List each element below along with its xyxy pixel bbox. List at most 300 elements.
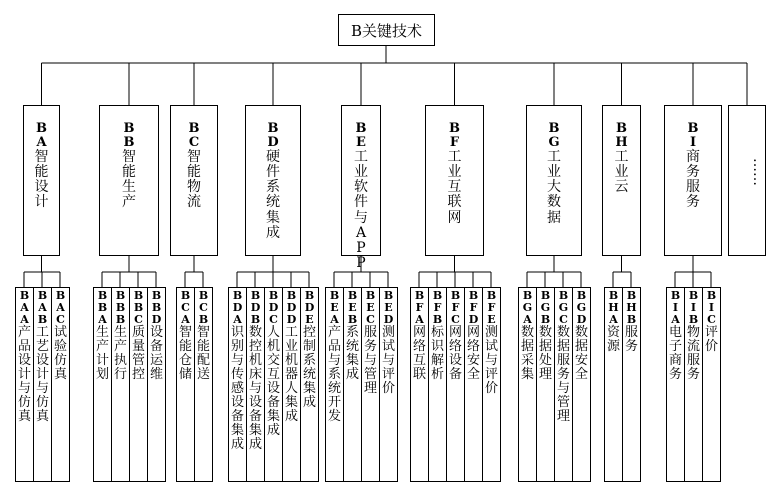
label-char: 务 xyxy=(363,338,377,354)
leaf-bbd xyxy=(147,287,166,482)
category-bf xyxy=(425,105,484,256)
label-char: 集 xyxy=(345,352,359,368)
label-char: 储 xyxy=(178,366,192,382)
node-code xyxy=(342,122,380,150)
category-bg xyxy=(526,105,582,256)
leaf-bic xyxy=(702,287,721,482)
code-char: B xyxy=(232,289,243,302)
label-char: 务 xyxy=(686,164,700,181)
node-code xyxy=(623,290,640,326)
code-char: I xyxy=(672,300,679,314)
label-char: 仿 xyxy=(17,394,31,410)
label-char: 设 xyxy=(266,380,280,396)
code-char: B xyxy=(151,300,162,314)
node-code xyxy=(465,290,482,326)
node-code xyxy=(362,290,379,326)
label-char: 成 xyxy=(230,436,244,452)
code-char: H xyxy=(626,300,637,314)
code-char: B xyxy=(55,289,66,302)
label-char: 仿 xyxy=(53,352,67,368)
label-char: 备 xyxy=(230,408,244,424)
label-char: 行 xyxy=(113,366,127,382)
code-char: B xyxy=(329,289,340,302)
label-char: 质 xyxy=(131,324,145,340)
label-char: 服 xyxy=(556,352,570,368)
code-char: E xyxy=(330,300,339,314)
label-char: 发 xyxy=(327,408,341,424)
code-char: D xyxy=(286,300,297,314)
leaf-baa xyxy=(15,287,34,482)
label-char: 试 xyxy=(53,324,67,340)
label-char: 交 xyxy=(266,352,280,368)
label-char: 成 xyxy=(302,394,316,410)
label-char: 仓 xyxy=(178,352,192,368)
code-char: G xyxy=(548,135,560,151)
code-char: B xyxy=(347,289,358,302)
code-char: B xyxy=(687,121,699,136)
label-char: 电 xyxy=(668,324,682,340)
code-char: B xyxy=(198,312,209,326)
code-char: D xyxy=(383,312,394,326)
node-code xyxy=(537,290,554,326)
label-char: 与 xyxy=(35,380,49,396)
leaf-bbb xyxy=(111,287,130,482)
code-char: B xyxy=(37,312,48,326)
label-char: 据 xyxy=(538,338,552,354)
label-char: 备 xyxy=(149,338,163,354)
code-char: B xyxy=(180,289,191,302)
label-char: 开 xyxy=(327,394,341,410)
code-char: A xyxy=(20,312,29,326)
label-char: 商 xyxy=(668,352,682,368)
label-char: 理 xyxy=(363,380,377,396)
code-char: D xyxy=(286,312,297,326)
label-char: 业 xyxy=(614,164,629,181)
label-char: 智 xyxy=(122,149,136,166)
label-char: 业 xyxy=(284,338,298,354)
node-code xyxy=(426,122,483,150)
label-char: 品 xyxy=(17,338,31,354)
label-char: 测 xyxy=(484,324,498,340)
code-char: G xyxy=(522,300,533,314)
node-code xyxy=(52,290,69,326)
label-char: 联 xyxy=(447,194,462,211)
label-char: 价 xyxy=(704,338,718,354)
label-char: 能 xyxy=(122,164,136,181)
label-char: 控 xyxy=(131,366,145,382)
label-char: 管 xyxy=(131,352,145,368)
code-char: B xyxy=(540,312,551,326)
code-char: A xyxy=(20,300,29,314)
code-char: B xyxy=(432,289,443,302)
label-char: 服 xyxy=(363,324,377,340)
node-code xyxy=(247,290,264,326)
label-char: 与 xyxy=(484,352,498,368)
code-char: C xyxy=(199,300,208,314)
code-char: B xyxy=(365,289,376,302)
code-char: I xyxy=(690,300,697,314)
node-code xyxy=(703,290,720,326)
code-char: B xyxy=(97,300,108,314)
label-char: 流 xyxy=(686,338,700,354)
category-ba xyxy=(23,105,60,256)
label-char: 网 xyxy=(447,209,462,226)
label-char: 集 xyxy=(284,394,298,410)
label-char: 智 xyxy=(187,149,201,166)
label-char: 服 xyxy=(686,179,700,196)
label-char: 设 xyxy=(17,352,31,368)
code-char: E xyxy=(366,300,375,314)
label-char: 据 xyxy=(556,338,570,354)
code-char: E xyxy=(348,300,357,314)
category-bc xyxy=(170,105,218,256)
label-char: 管 xyxy=(556,394,570,410)
code-char: F xyxy=(449,135,460,151)
label-char: 子 xyxy=(668,338,682,354)
label-char: 全 xyxy=(574,366,588,382)
code-char: D xyxy=(232,300,243,314)
code-char: B xyxy=(540,289,551,302)
code-char: B xyxy=(486,289,497,302)
label-char: 成 xyxy=(248,436,262,452)
label-char: 机 xyxy=(284,352,298,368)
leaf-bia xyxy=(666,287,685,482)
code-char: B xyxy=(97,289,108,302)
node-code xyxy=(94,290,111,326)
leaf-bib xyxy=(684,287,703,482)
label-char: 件 xyxy=(266,164,280,181)
label-char: 生 xyxy=(113,324,127,340)
label-char: 与 xyxy=(556,380,570,396)
label-char: 解 xyxy=(430,352,444,368)
label-char: 系 xyxy=(327,366,341,382)
label-char: 据 xyxy=(574,338,588,354)
label-char: 产 xyxy=(17,324,31,340)
code-char: D xyxy=(267,135,279,151)
node-code xyxy=(100,122,158,150)
code-char: C xyxy=(269,312,278,326)
code-char: B xyxy=(268,289,279,302)
code-char: E xyxy=(384,300,393,314)
node-code xyxy=(667,290,684,326)
code-char: F xyxy=(451,300,460,314)
label-char: 工 xyxy=(284,324,298,340)
code-char: A xyxy=(98,312,107,326)
leaf-bhb xyxy=(622,287,641,482)
label-char: 集 xyxy=(230,422,244,438)
label-char: 工 xyxy=(354,149,368,166)
code-char: B xyxy=(133,289,144,302)
leaf-bfe xyxy=(482,287,501,482)
code-char: B xyxy=(267,121,279,136)
code-char: C xyxy=(559,312,568,326)
label-char: 备 xyxy=(266,394,280,410)
code-char: C xyxy=(188,135,200,151)
label-char: 数 xyxy=(248,324,262,340)
leaf-bca xyxy=(176,287,195,482)
node-code xyxy=(195,290,212,326)
label-char: 大 xyxy=(547,179,561,196)
label-char: 集 xyxy=(520,366,534,382)
label-char: 集 xyxy=(266,209,280,226)
label-char: 能 xyxy=(196,338,210,354)
code-char: B xyxy=(151,289,162,302)
label-char: 真 xyxy=(17,408,31,424)
code-char: A xyxy=(609,312,618,326)
node-code xyxy=(229,290,246,326)
label-char: 配 xyxy=(196,352,210,368)
label-char: 设 xyxy=(230,394,244,410)
label-char: 生 xyxy=(122,179,136,196)
code-char: D xyxy=(576,312,587,326)
node-code xyxy=(483,290,500,326)
label-char: 据 xyxy=(547,209,561,226)
node-code xyxy=(429,290,446,326)
node-code xyxy=(447,290,464,326)
label-char: 成 xyxy=(266,422,280,438)
label-char: 成 xyxy=(266,224,280,241)
label-char: 计 xyxy=(34,194,49,211)
ellipsis-label: …… xyxy=(750,158,766,186)
leaf-bba xyxy=(93,287,112,482)
label-char: 与 xyxy=(363,352,377,368)
category-more xyxy=(728,105,766,256)
node-code xyxy=(326,290,343,326)
label-char: 运 xyxy=(149,352,163,368)
label-char: 产 xyxy=(95,338,109,354)
category-bh xyxy=(602,105,641,256)
label-char: 价 xyxy=(381,380,395,396)
code-char: B xyxy=(449,121,460,136)
node-code xyxy=(605,290,622,326)
label-char: 器 xyxy=(284,366,298,382)
node-code xyxy=(380,290,397,326)
label-char: 艺 xyxy=(35,338,49,354)
label-char: 集 xyxy=(302,380,316,396)
label-char: 计 xyxy=(17,366,31,382)
node-code xyxy=(130,290,147,326)
code-char: C xyxy=(707,312,716,326)
leaf-bgd xyxy=(572,287,591,482)
label-char: 机 xyxy=(266,338,280,354)
label-char: 设 xyxy=(448,352,462,368)
label-char: 硬 xyxy=(266,149,280,166)
label-char: 真 xyxy=(35,408,49,424)
label-char: A xyxy=(355,224,367,241)
label-char: 成 xyxy=(284,408,298,424)
label-char: 务 xyxy=(686,366,700,382)
label-char: 设 xyxy=(35,352,49,368)
code-char: D xyxy=(468,312,479,326)
label-char: 网 xyxy=(412,324,426,340)
code-char: D xyxy=(151,312,162,326)
label-char: 验 xyxy=(53,338,67,354)
label-char: 互 xyxy=(412,352,426,368)
label-char: 互 xyxy=(266,366,280,382)
label-char: 价 xyxy=(484,380,498,396)
label-char: 件 xyxy=(354,194,368,211)
leaf-bfd xyxy=(464,287,483,482)
leaf-bac xyxy=(51,287,70,482)
label-char: P xyxy=(356,254,366,271)
label-char: 理 xyxy=(538,366,552,382)
code-char: B xyxy=(383,289,394,302)
label-char: 仿 xyxy=(35,394,49,410)
label-char: 据 xyxy=(520,338,534,354)
leaf-bda xyxy=(228,287,247,482)
label-char: 安 xyxy=(574,352,588,368)
code-char: B xyxy=(626,289,637,302)
node-code xyxy=(112,290,129,326)
label-char: 业 xyxy=(547,164,561,181)
leaf-bcb xyxy=(194,287,213,482)
code-char: B xyxy=(414,289,425,302)
label-char: 统 xyxy=(266,194,280,211)
leaf-bgb xyxy=(536,287,555,482)
label-char: 送 xyxy=(196,366,210,382)
label-char: 智 xyxy=(34,149,49,166)
label-char: 数 xyxy=(556,324,570,340)
leaf-bha xyxy=(604,287,623,482)
node-code xyxy=(34,290,51,326)
label-char: 感 xyxy=(230,380,244,396)
label-char: 网 xyxy=(448,324,462,340)
leaf-bfa xyxy=(410,287,429,482)
label-char: 流 xyxy=(187,194,201,211)
code-char: B xyxy=(608,289,619,302)
node-code xyxy=(344,290,361,326)
code-char: B xyxy=(123,135,135,151)
code-char: G xyxy=(558,300,569,314)
code-char: B xyxy=(616,121,627,136)
label-char: 全 xyxy=(466,366,480,382)
code-char: B xyxy=(304,289,315,302)
label-char: 真 xyxy=(53,366,67,382)
label-char: 采 xyxy=(520,352,534,368)
code-char: B xyxy=(522,289,533,302)
code-char: C xyxy=(181,300,190,314)
code-char: B xyxy=(123,121,135,136)
node-code xyxy=(555,290,572,326)
code-char: F xyxy=(433,300,442,314)
label-char: 数 xyxy=(574,324,588,340)
code-char: A xyxy=(56,300,65,314)
leaf-bfb xyxy=(428,287,447,482)
label-char: 产 xyxy=(122,194,136,211)
label-char: 物 xyxy=(686,324,700,340)
label-char: 能 xyxy=(187,164,201,181)
label-char: 试 xyxy=(484,338,498,354)
code-char: A xyxy=(233,312,242,326)
label-char: 工 xyxy=(35,324,49,340)
label-char: 工 xyxy=(447,149,462,166)
label-char: 床 xyxy=(248,366,262,382)
label-char: 务 xyxy=(686,194,700,211)
label-char: 计 xyxy=(35,366,49,382)
code-char: F xyxy=(415,300,424,314)
label-char: 工 xyxy=(614,149,629,166)
code-char: F xyxy=(487,300,496,314)
label-char: 务 xyxy=(556,366,570,382)
code-char: B xyxy=(558,289,569,302)
leaf-bed xyxy=(379,287,398,482)
node-code xyxy=(573,290,590,326)
code-char: B xyxy=(670,289,681,302)
label-char: 计 xyxy=(95,352,109,368)
leaf-bea xyxy=(325,287,344,482)
label-char: 识 xyxy=(430,338,444,354)
code-char: B xyxy=(626,312,637,326)
label-char: 备 xyxy=(248,408,262,424)
label-char: 络 xyxy=(448,338,462,354)
label-char: 统 xyxy=(345,338,359,354)
label-char: 务 xyxy=(668,366,682,382)
label-char: 控 xyxy=(302,324,316,340)
label-char: 设 xyxy=(248,394,262,410)
label-char: 系 xyxy=(266,179,280,196)
label-char: 数 xyxy=(547,194,561,211)
code-char: C xyxy=(451,312,460,326)
code-char: B xyxy=(432,312,443,326)
code-char: F xyxy=(469,300,478,314)
label-char: 资 xyxy=(606,324,620,340)
label-char: 品 xyxy=(327,338,341,354)
label-char: 服 xyxy=(624,324,638,340)
label-char: 维 xyxy=(149,366,163,382)
code-char: B xyxy=(250,289,261,302)
label-char: 云 xyxy=(614,179,629,196)
label-char: 数 xyxy=(538,324,552,340)
label-char: 集 xyxy=(248,422,262,438)
code-char: B xyxy=(706,289,717,302)
label-char: 工 xyxy=(547,149,561,166)
code-char: B xyxy=(188,121,200,136)
label-char: 业 xyxy=(354,164,368,181)
node-code xyxy=(24,122,59,150)
label-char: 络 xyxy=(466,338,480,354)
label-char: 划 xyxy=(95,366,109,382)
label-char: 与 xyxy=(327,352,341,368)
leaf-bab xyxy=(33,287,52,482)
label-char: 数 xyxy=(520,324,534,340)
code-char: B xyxy=(36,121,47,136)
code-char: C xyxy=(56,312,65,326)
leaf-bgc xyxy=(554,287,573,482)
leaf-bdc xyxy=(264,287,283,482)
label-char: 备 xyxy=(448,366,462,382)
label-char: 系 xyxy=(345,324,359,340)
label-char: 能 xyxy=(34,164,49,181)
node-code xyxy=(685,290,702,326)
code-char: G xyxy=(576,300,587,314)
label-char: 统 xyxy=(302,366,316,382)
label-char: 与 xyxy=(248,380,262,396)
label-char: 设 xyxy=(149,324,163,340)
label-char: 设 xyxy=(34,179,49,196)
label-char: 执 xyxy=(113,352,127,368)
label-char: 智 xyxy=(178,324,192,340)
label-char: 析 xyxy=(430,366,444,382)
node-code xyxy=(16,290,33,326)
category-bd xyxy=(245,105,301,256)
code-char: A xyxy=(671,312,680,326)
label-char: 生 xyxy=(95,324,109,340)
code-char: E xyxy=(305,312,314,326)
label-char: 产 xyxy=(113,338,127,354)
code-char: B xyxy=(286,289,297,302)
node-code xyxy=(171,122,217,150)
code-char: B xyxy=(688,289,699,302)
